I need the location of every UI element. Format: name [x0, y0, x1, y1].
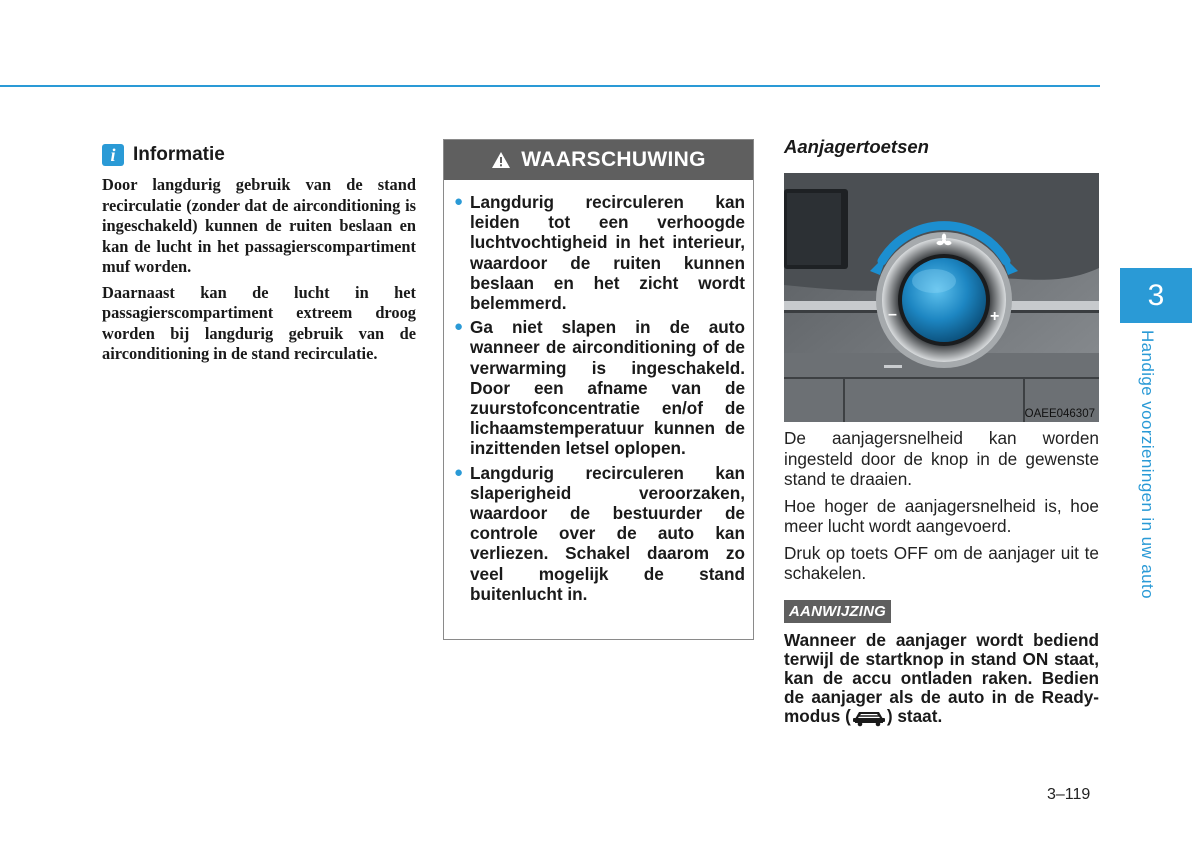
note-text-after: ) staat. — [886, 705, 943, 726]
blower-section — [784, 135, 1099, 727]
warning-box — [443, 139, 754, 640]
chapter-tab: 3 — [1120, 268, 1192, 323]
warning-item-text: Langdurig recirculeren kan leiden tot een verhoogde luchtvochtigheid in het interieur, waardoor de ruiten kunnen beslaan en het zicht wordt belemmerd. — [470, 192, 745, 314]
warning-item — [454, 192, 745, 313]
warning-item-text: Ga niet slapen in de auto wanneer de airconditioning of de verwarming is ingeschakeld. Door een afname van de zuurstofconcentratie en/of de lichaamstemperatuur kunnen de inzittenden letsel oplopen. — [470, 317, 745, 459]
chapter-title: Handige voorzieningen in uw auto — [1138, 330, 1157, 599]
bullet-icon: ● — [454, 318, 464, 336]
warning-item — [454, 463, 745, 604]
ready-car-icon — [851, 707, 887, 727]
bullet-icon: ● — [454, 463, 464, 481]
warning-triangle-icon — [491, 151, 511, 169]
warning-list — [444, 180, 753, 604]
blower-knob-illustration — [784, 173, 1099, 422]
body-paragraph-1: De aanjagersnelheid kan worden ingesteld door de knop in de gewenste stand te draaien. — [784, 428, 1099, 489]
bullet-icon: ● — [454, 193, 464, 210]
warning-item-text: Langdurig recirculeren kan slaperigheid veroorzaken, waardoor de bestuurder de controle over de auto kan verliezen. Schakel daarom zo veel mogelijk de stand buitenlucht in. — [470, 462, 745, 604]
blower-knob-figure — [784, 173, 1099, 422]
knob-minus-label: – — [888, 306, 897, 323]
warning-title: WAARSCHUWING — [521, 148, 706, 171]
info-icon: i — [102, 144, 124, 166]
note-tag: AANWIJZING — [784, 600, 891, 623]
warning-header — [444, 140, 753, 180]
info-paragraph-1: Door langdurig gebruik van de stand recirculatie (zonder dat de airconditioning is ingeschakeld) kunnen de ruiten beslaan en kan de lucht in het passagierscompartiment muf worden. — [102, 175, 416, 276]
section-title: Aanjagertoetsen — [784, 136, 929, 157]
header-rule — [0, 85, 1100, 87]
knob-plus-label: + — [990, 308, 1000, 325]
body-paragraph-3: Druk op toets OFF om de aanjager uit te schakelen. — [784, 542, 1099, 583]
info-header — [102, 143, 416, 167]
note-text-before: Wanneer de aanjager wordt bediend terwijl de startknop in stand ON staat, kan de accu ontladen raken. Bedien de aanjager als de auto in de Ready-modus ( — [784, 629, 1099, 726]
info-title: Informatie — [133, 144, 225, 165]
body-paragraph-2: Hoe hoger de aanjagersnelheid is, hoe meer lucht wordt aangevoerd. — [784, 495, 1099, 536]
page-number: 3–119 — [1047, 786, 1091, 803]
warning-item — [454, 317, 745, 458]
info-paragraph-2: Daarnaast kan de lucht in het passagierscompartiment extreem droog worden bij langdurig gebruik van de airconditioning in de stand recirculatie. — [102, 282, 416, 363]
figure-code: OAEE046307 — [1024, 408, 1095, 420]
info-section — [102, 143, 416, 370]
note-paragraph — [784, 631, 1099, 727]
